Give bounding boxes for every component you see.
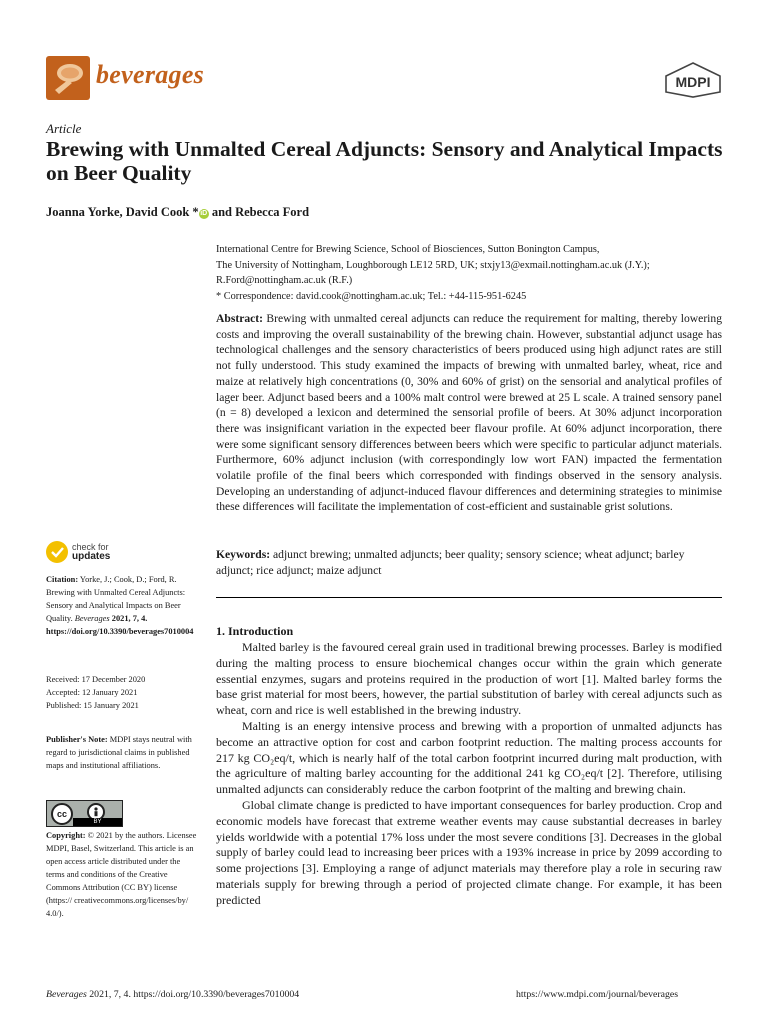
accepted-date: Accepted: 12 January 2021 <box>46 688 138 697</box>
copyright-block <box>46 829 198 920</box>
keywords <box>216 547 722 578</box>
abstract-label: Abstract: <box>216 312 264 325</box>
citation-text: Yorke, J.; Cook, D.; Ford, R. Brewing with Unmalted Cereal Adjuncts: Sensory and Analytical Impacts on Beer Quality. <box>46 575 186 623</box>
citation-label: Citation: <box>46 575 79 584</box>
correspondence-line: * Correspondence: david.cook@nottingham.ac.uk; Tel.: +44-115-951-6245 <box>216 290 527 302</box>
footer-journal: Beverages <box>46 989 87 1000</box>
check-for-updates-badge[interactable] <box>46 541 166 565</box>
citation-volume[interactable]: 2021, 7, 4. https://doi.org/10.3390/beverages7010004 <box>46 614 194 636</box>
paragraph: Malted barley is the favoured cereal grain used in traditional brewing processes. Barley is modified during the malting process to ensure biochemical changes occur within the grain which generate essential enzymes, sugars and proteins required in the production of wort [1]. Malted barley forms the base grist material for most beers, however, the partial substitution of barley with cereal adjuncts such as wheat, corn and rice is well established in the brewing industry. <box>216 640 722 718</box>
publisher-note-label: Publisher's Note: <box>46 735 108 744</box>
affiliation-line: International Centre for Brewing Science, School of Biosciences, Sutton Bonington Campus, <box>216 244 600 255</box>
updates-line-2: updates <box>72 551 111 562</box>
affiliation-line: The University of Nottingham, Loughborough LE12 5RD, UK; stxjy13@exmail.nottingham.ac.uk (J.Y.); <box>216 259 650 271</box>
published-date: Published: 15 January 2021 <box>46 701 139 710</box>
affiliation-line: R.Ford@nottingham.ac.uk (R.F.) <box>216 275 353 286</box>
orcid-icon[interactable]: iD <box>200 210 208 217</box>
publisher-note-text: MDPI stays neutral with regard to jurisdictional claims in published maps and institutional affiliations. <box>46 735 192 770</box>
check-updates-icon <box>46 541 68 563</box>
paragraph: Malting is an energy intensive process and brewing with a proportion of unmalted adjuncts has become an attractive option for cost and carbon footprint reduction. The malting process accounts for 217 kg CO₂eq/t, which is nearly half of the total carbon footprint incurred during malt production, with the agriculture of malting barley accounting for the additional 241 kg CO₂eq/t [2]. Therefore, utilising unmalted adjuncts can considerably reduce the carbon footprint of the malting and brewing chain. <box>216 718 722 797</box>
article-type: Article <box>46 121 82 136</box>
divider <box>216 597 722 598</box>
journal-logo-icon <box>46 56 90 100</box>
by-label: BY <box>73 818 122 826</box>
abstract <box>216 311 722 515</box>
paragraph: Global climate change is predicted to have important consequences for barley production. Crop and economic models have forecast that extreme weather events may cause substantial decreases in barley yields worldwide with a potential 17% loss under the most severe conditions [3]. Decreases in the global supply of barley could lead to increasing beer prices with a 193% increase in price by 2099 according to some projections [3]. Employing a range of adjunct materials may therefore play a role in securing raw materials supply for brewing through a period of projected climate change. For example, it has been predicted <box>216 797 722 907</box>
journal-name: beverages <box>96 60 205 89</box>
footer-citation <box>46 989 299 1000</box>
abstract-text: Brewing with unmalted cereal adjuncts can reduce the requirement for malting, thereby lowering costs and improving the overall sustainability of the brewing chain. However, substantial adjunct usage has technological challenges and the sensory characteristics of beers produced using high adjunct rates are still not fully understood. This study examined the impacts of brewing with unmalted barley, wheat, rice and maize at relatively high concentrations (0, 30% and 60% of grist) on the sensorial and analytical profiles of lager beer. Adjunct based beers and a 100% malt control were brewed at 25 L scale. A trained sensory panel (n = 8) developed a lexicon and determined the sensorial profile of beers. At 30% adjunct incorporation there was insignificant variation in the expected beer flavour profile. At 60% adjunct incorporation, there were some significant sensory differences between beers which were specific to particular adjunct materials. Furthermore, 60% adjunct inclusion (with correspondingly low wort FAN) impacted the fermentation volatile profile of the final beers which corresponded with findings observed in the sensory analysis. Developing an understanding of adjunct-induced flavour differences and determining strategies to minimise these differences will facilitate the implementation of cost-efficient and sustainable grist solutions. <box>216 312 722 514</box>
article-title: Brewing with Unmalted Cereal Adjuncts: Sensory and Analytical Impacts on Beer Quality <box>46 137 723 185</box>
keywords-text: adjunct brewing; unmalted adjuncts; beer quality; sensory science; wheat adjunct; barley adjunct; rice adjunct; maize adjunct <box>216 548 685 577</box>
author-list <box>46 205 309 220</box>
footer-journal-url[interactable]: https://www.mdpi.com/journal/beverages <box>516 989 679 1000</box>
received-date: Received: 17 December 2020 <box>46 675 146 684</box>
copyright-text: © 2021 by the authors. Licensee MDPI, Basel, Switzerland. This article is an open access article distributed under the terms and conditions of the Creative Commons Attribution (CC BY) license (https:// creativecommons.org/licenses/by/ 4.0/). <box>46 831 197 918</box>
publisher-note <box>46 733 198 772</box>
authors-part-1: Joanna Yorke, David Cook * <box>46 205 199 219</box>
mdpi-logo <box>664 62 722 98</box>
citation-block <box>46 573 198 638</box>
keywords-label: Keywords: <box>216 548 271 561</box>
updates-line-1: check for <box>72 542 109 552</box>
authors-part-2: and Rebecca Ford <box>211 205 310 219</box>
section-heading: 1. Introduction <box>216 624 294 638</box>
dates-block <box>46 673 198 712</box>
citation-journal: Beverages <box>74 614 110 623</box>
cc-by-license-icon[interactable] <box>46 800 123 827</box>
copyright-label: Copyright: <box>46 831 86 840</box>
cc-icon: cc <box>51 803 73 825</box>
footer-doi[interactable]: 2021, 7, 4. https://doi.org/10.3390/beverages7010004 <box>89 989 300 1000</box>
mdpi-logo-text: MDPI <box>675 74 711 90</box>
affiliation-block <box>216 242 736 304</box>
introduction-body <box>216 640 722 909</box>
